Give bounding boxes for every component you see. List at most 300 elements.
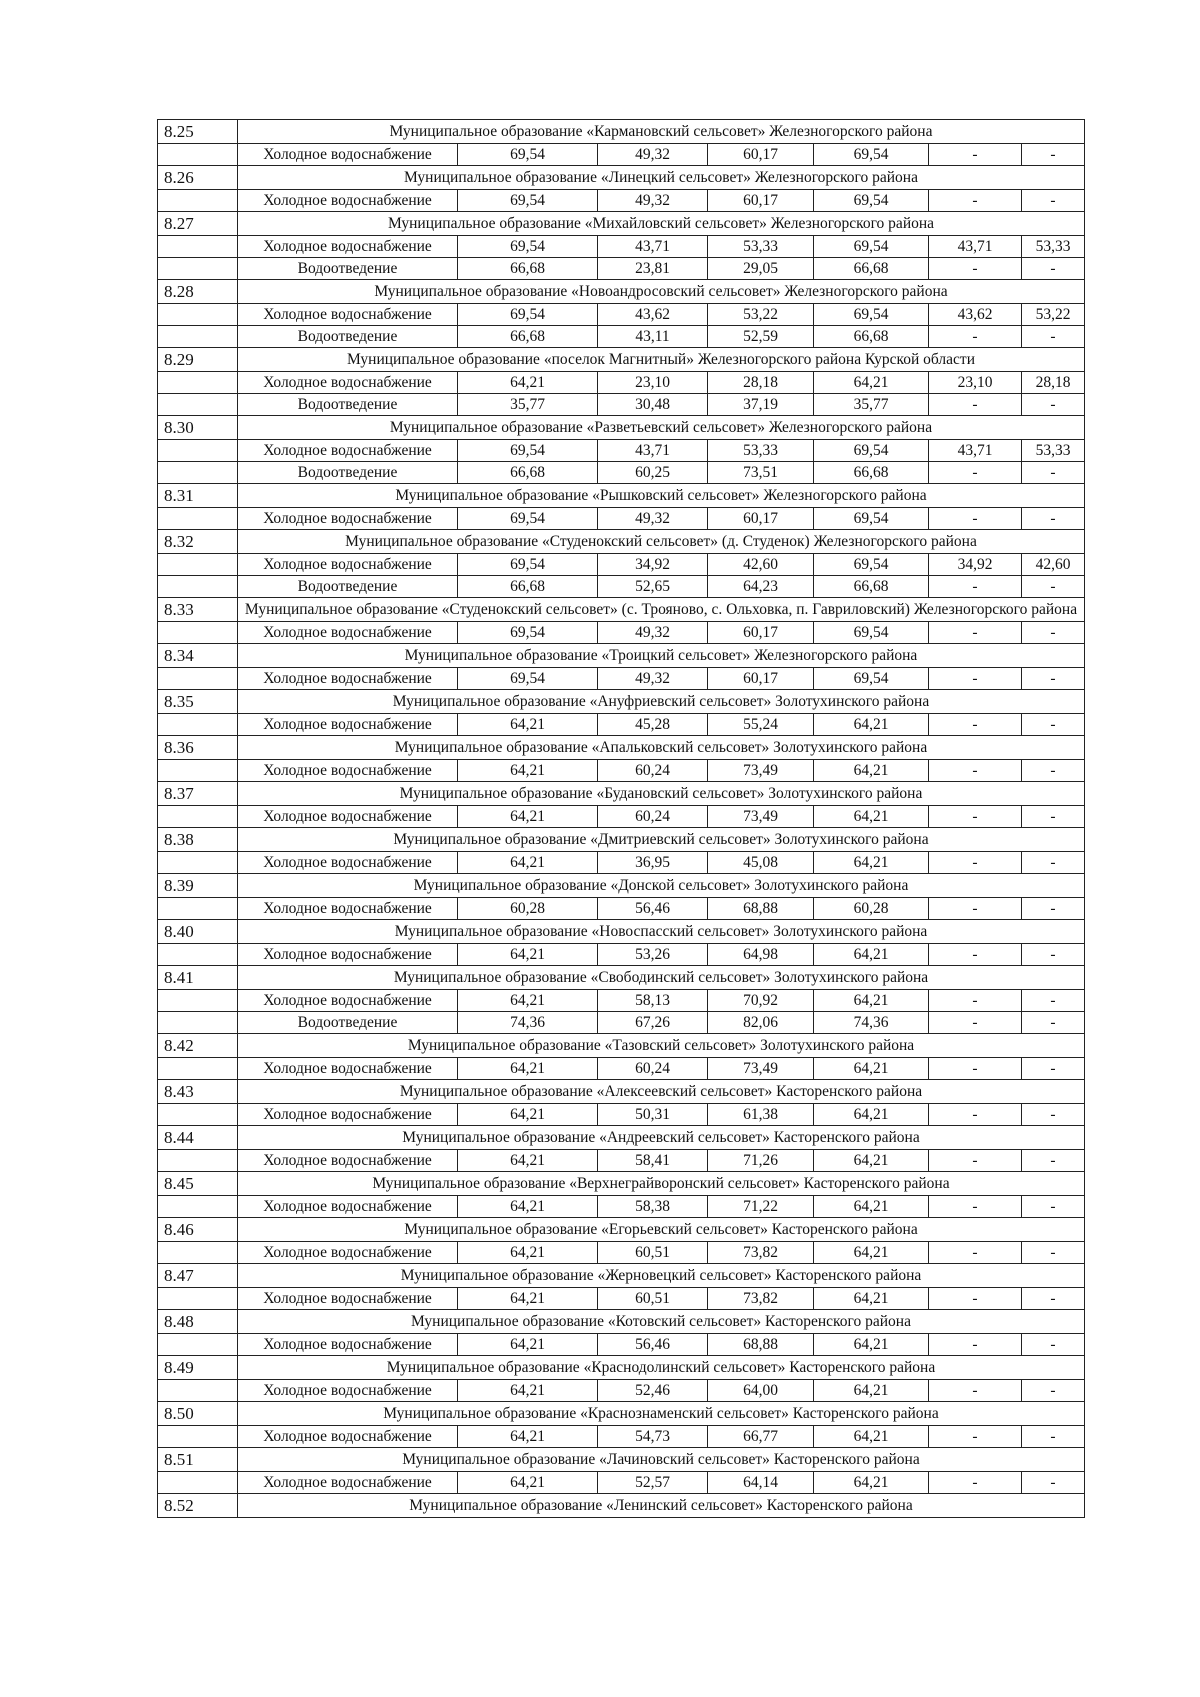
tariff-value: 64,98 (708, 944, 814, 966)
tariff-value: 60,25 (598, 462, 708, 484)
tariff-value: - (929, 1380, 1022, 1402)
region-header-row (158, 828, 1085, 852)
tariff-value: 66,68 (458, 462, 598, 484)
section-number: 8.37 (158, 782, 238, 806)
tariff-value: 52,59 (708, 326, 814, 348)
tariff-value: 37,19 (708, 394, 814, 416)
section-number: 8.45 (158, 1172, 238, 1196)
tariff-value: 45,28 (598, 714, 708, 736)
tariff-value: 56,46 (598, 1334, 708, 1356)
tariff-value: 66,68 (814, 462, 929, 484)
region-header-row (158, 348, 1085, 372)
region-header-row (158, 484, 1085, 508)
service-name: Холодное водоснабжение (238, 668, 458, 690)
section-number: 8.33 (158, 598, 238, 622)
tariff-value: 66,68 (814, 576, 929, 598)
empty-number-cell (158, 1242, 238, 1264)
tariff-value: 34,92 (929, 554, 1022, 576)
section-number: 8.28 (158, 280, 238, 304)
tariff-value: - (1022, 508, 1085, 530)
municipality-title: Муниципальное образование «Новоспасский сельсовет» Золотухинского района (238, 920, 1085, 944)
service-name: Водоотведение (238, 576, 458, 598)
service-name: Холодное водоснабжение (238, 1196, 458, 1218)
tariff-value: - (929, 1426, 1022, 1448)
tariff-value: 73,49 (708, 760, 814, 782)
tariff-row (158, 508, 1085, 530)
tariff-value: 60,24 (598, 760, 708, 782)
tariff-row (158, 1104, 1085, 1126)
region-header-row (158, 690, 1085, 714)
tariff-value: 64,21 (458, 990, 598, 1012)
service-name: Водоотведение (238, 326, 458, 348)
tariff-value: 43,71 (598, 236, 708, 258)
section-number: 8.36 (158, 736, 238, 760)
tariff-value: 64,21 (814, 1288, 929, 1310)
empty-number-cell (158, 898, 238, 920)
region-header-row (158, 782, 1085, 806)
tariff-value: - (929, 576, 1022, 598)
tariff-row (158, 1380, 1085, 1402)
tariff-value: - (1022, 1334, 1085, 1356)
section-number: 8.44 (158, 1126, 238, 1150)
tariff-value: - (1022, 258, 1085, 280)
service-name: Холодное водоснабжение (238, 622, 458, 644)
municipality-title: Муниципальное образование «Студенокский сельсовет» (с. Трояново, с. Ольховка, п. Гавриловский) Железногорского района (238, 598, 1085, 622)
tariff-value: 68,88 (708, 1334, 814, 1356)
tariff-value: - (929, 1242, 1022, 1264)
tariff-row (158, 236, 1085, 258)
tariff-value: - (929, 1012, 1022, 1034)
tariff-value: 64,21 (814, 806, 929, 828)
municipality-title: Муниципальное образование «Троицкий сельсовет» Железногорского района (238, 644, 1085, 668)
tariff-value: 60,51 (598, 1288, 708, 1310)
service-name: Водоотведение (238, 258, 458, 280)
tariff-value: 66,77 (708, 1426, 814, 1448)
tariff-value: 49,32 (598, 622, 708, 644)
tariff-value: 60,17 (708, 668, 814, 690)
tariff-value: 53,33 (708, 440, 814, 462)
tariff-value: - (929, 852, 1022, 874)
tariff-row (158, 622, 1085, 644)
empty-number-cell (158, 372, 238, 394)
tariff-value: - (929, 462, 1022, 484)
tariff-row (158, 1150, 1085, 1172)
service-name: Холодное водоснабжение (238, 760, 458, 782)
tariff-value: 64,14 (708, 1472, 814, 1494)
section-number: 8.27 (158, 212, 238, 236)
section-number: 8.46 (158, 1218, 238, 1242)
tariff-row (158, 372, 1085, 394)
tariff-value: 69,54 (458, 440, 598, 462)
region-header-row (158, 280, 1085, 304)
empty-number-cell (158, 304, 238, 326)
tariff-value: 60,17 (708, 508, 814, 530)
section-number: 8.38 (158, 828, 238, 852)
tariff-value: 52,57 (598, 1472, 708, 1494)
empty-number-cell (158, 576, 238, 598)
tariff-value: 64,21 (814, 1058, 929, 1080)
empty-number-cell (158, 714, 238, 736)
region-header-row (158, 1494, 1085, 1518)
tariff-value: 35,77 (458, 394, 598, 416)
service-name: Холодное водоснабжение (238, 1058, 458, 1080)
tariff-value: - (929, 1288, 1022, 1310)
tariff-value: - (929, 508, 1022, 530)
tariff-value: 58,13 (598, 990, 708, 1012)
municipality-title: Муниципальное образование «Будановский сельсовет» Золотухинского района (238, 782, 1085, 806)
tariff-value: 64,21 (814, 372, 929, 394)
tariff-value: - (1022, 190, 1085, 212)
empty-number-cell (158, 440, 238, 462)
tariff-value: - (929, 990, 1022, 1012)
tariff-value: 49,32 (598, 508, 708, 530)
tariff-value: 64,21 (458, 852, 598, 874)
tariff-row (158, 190, 1085, 212)
tariff-value: 53,22 (1022, 304, 1085, 326)
tariff-value: - (1022, 898, 1085, 920)
tariff-value: 61,38 (708, 1104, 814, 1126)
section-number: 8.43 (158, 1080, 238, 1104)
tariff-value: - (929, 1150, 1022, 1172)
tariff-value: 64,21 (814, 1426, 929, 1448)
service-name: Холодное водоснабжение (238, 852, 458, 874)
region-header-row (158, 1080, 1085, 1104)
tariff-row (158, 326, 1085, 348)
empty-number-cell (158, 760, 238, 782)
tariff-value: - (1022, 1242, 1085, 1264)
region-header-row (158, 736, 1085, 760)
section-number: 8.40 (158, 920, 238, 944)
service-name: Холодное водоснабжение (238, 1426, 458, 1448)
tariff-value: 69,54 (458, 236, 598, 258)
tariff-value: 42,60 (708, 554, 814, 576)
empty-number-cell (158, 1334, 238, 1356)
empty-number-cell (158, 622, 238, 644)
tariff-row (158, 990, 1085, 1012)
tariff-value: 73,49 (708, 806, 814, 828)
service-name: Холодное водоснабжение (238, 304, 458, 326)
service-name: Холодное водоснабжение (238, 898, 458, 920)
tariff-value: 69,54 (814, 144, 929, 166)
municipality-title: Муниципальное образование «Тазовский сельсовет» Золотухинского района (238, 1034, 1085, 1058)
tariff-value: 74,36 (458, 1012, 598, 1034)
empty-number-cell (158, 258, 238, 280)
tariff-row (158, 1426, 1085, 1448)
tariff-value: 43,11 (598, 326, 708, 348)
tariff-value: 43,71 (598, 440, 708, 462)
tariff-value: 69,54 (458, 144, 598, 166)
region-header-row (158, 1448, 1085, 1472)
empty-number-cell (158, 1104, 238, 1126)
tariff-value: - (929, 1104, 1022, 1126)
region-header-row (158, 874, 1085, 898)
tariff-value: 64,21 (458, 1380, 598, 1402)
tariff-value: 66,68 (814, 258, 929, 280)
section-number: 8.42 (158, 1034, 238, 1058)
tariff-value: 64,21 (458, 714, 598, 736)
tariff-value: 64,21 (458, 760, 598, 782)
tariff-value: - (929, 1334, 1022, 1356)
service-name: Водоотведение (238, 1012, 458, 1034)
tariff-value: - (1022, 1058, 1085, 1080)
tariff-value: 64,21 (814, 1380, 929, 1402)
tariff-value: - (929, 898, 1022, 920)
municipality-title: Муниципальное образование «Котовский сельсовет» Касторенского района (238, 1310, 1085, 1334)
empty-number-cell (158, 144, 238, 166)
tariff-value: 64,21 (458, 1334, 598, 1356)
tariff-value: 50,31 (598, 1104, 708, 1126)
section-number: 8.34 (158, 644, 238, 668)
empty-number-cell (158, 990, 238, 1012)
tariff-value: 43,71 (929, 440, 1022, 462)
region-header-row (158, 212, 1085, 236)
tariff-value: 52,46 (598, 1380, 708, 1402)
region-header-row (158, 1218, 1085, 1242)
service-name: Водоотведение (238, 462, 458, 484)
municipality-title: Муниципальное образование «Новоандросовский сельсовет» Железногорского района (238, 280, 1085, 304)
tariff-value: 28,18 (708, 372, 814, 394)
tariff-value: 64,21 (814, 1472, 929, 1494)
empty-number-cell (158, 508, 238, 530)
municipality-title: Муниципальное образование «Алексеевский сельсовет» Касторенского района (238, 1080, 1085, 1104)
service-name: Холодное водоснабжение (238, 990, 458, 1012)
tariff-value: 64,21 (814, 1334, 929, 1356)
empty-number-cell (158, 554, 238, 576)
tariff-row (158, 1472, 1085, 1494)
tariff-value: - (1022, 622, 1085, 644)
tariff-value: 71,26 (708, 1150, 814, 1172)
municipality-title: Муниципальное образование «Краснодолинский сельсовет» Касторенского района (238, 1356, 1085, 1380)
tariff-value: 64,21 (458, 1196, 598, 1218)
tariff-value: 69,54 (814, 440, 929, 462)
tariff-row (158, 1288, 1085, 1310)
municipality-title: Муниципальное образование «Михайловский сельсовет» Железногорского района (238, 212, 1085, 236)
tariff-row (158, 554, 1085, 576)
tariff-value: 53,33 (708, 236, 814, 258)
tariff-value: 34,92 (598, 554, 708, 576)
tariff-value: - (1022, 944, 1085, 966)
municipality-title: Муниципальное образование «Разветьевский сельсовет» Железногорского района (238, 416, 1085, 440)
tariff-value: - (929, 144, 1022, 166)
section-number: 8.30 (158, 416, 238, 440)
tariff-value: 60,51 (598, 1242, 708, 1264)
service-name: Холодное водоснабжение (238, 714, 458, 736)
tariff-value: 49,32 (598, 190, 708, 212)
empty-number-cell (158, 1196, 238, 1218)
tariff-value: 36,95 (598, 852, 708, 874)
tariff-value: 69,54 (458, 668, 598, 690)
tariff-value: - (1022, 1288, 1085, 1310)
tariff-value: 74,36 (814, 1012, 929, 1034)
municipality-title: Муниципальное образование «Студенокский сельсовет» (д. Студенок) Железногорского района (238, 530, 1085, 554)
region-header-row (158, 1126, 1085, 1150)
tariff-value: 28,18 (1022, 372, 1085, 394)
tariff-value: 64,00 (708, 1380, 814, 1402)
tariff-value: 82,06 (708, 1012, 814, 1034)
section-number: 8.50 (158, 1402, 238, 1426)
tariff-value: 71,22 (708, 1196, 814, 1218)
region-header-row (158, 966, 1085, 990)
municipality-title: Муниципальное образование «Андреевский сельсовет» Касторенского района (238, 1126, 1085, 1150)
tariff-value: 58,38 (598, 1196, 708, 1218)
tariff-value: 23,81 (598, 258, 708, 280)
tariff-value: 69,54 (458, 508, 598, 530)
tariff-value: 64,21 (814, 760, 929, 782)
empty-number-cell (158, 1426, 238, 1448)
tariff-value: 55,24 (708, 714, 814, 736)
tariff-value: 49,32 (598, 144, 708, 166)
tariff-row (158, 1058, 1085, 1080)
tariff-value: - (1022, 326, 1085, 348)
tariff-value: 29,05 (708, 258, 814, 280)
tariff-value: 64,21 (814, 1150, 929, 1172)
tariff-value: 67,26 (598, 1012, 708, 1034)
tariff-row (158, 258, 1085, 280)
tariff-value: - (1022, 1150, 1085, 1172)
tariff-value: 69,54 (814, 622, 929, 644)
empty-number-cell (158, 1058, 238, 1080)
tariff-value: 73,51 (708, 462, 814, 484)
tariff-value: 42,60 (1022, 554, 1085, 576)
tariff-value: - (929, 394, 1022, 416)
region-header-row (158, 920, 1085, 944)
empty-number-cell (158, 190, 238, 212)
tariff-value: 70,92 (708, 990, 814, 1012)
tariff-value: - (1022, 1196, 1085, 1218)
empty-number-cell (158, 806, 238, 828)
tariff-value: 64,21 (458, 1242, 598, 1264)
tariff-value: 69,54 (458, 190, 598, 212)
tariff-value: - (929, 258, 1022, 280)
service-name: Водоотведение (238, 394, 458, 416)
tariff-value: 43,62 (929, 304, 1022, 326)
service-name: Холодное водоснабжение (238, 554, 458, 576)
tariff-value: 64,21 (458, 1150, 598, 1172)
tariff-value: 64,23 (708, 576, 814, 598)
tariff-value: 58,41 (598, 1150, 708, 1172)
tariff-value: - (1022, 806, 1085, 828)
tariff-row (158, 576, 1085, 598)
section-number: 8.35 (158, 690, 238, 714)
tariff-value: 64,21 (458, 1058, 598, 1080)
tariff-value: - (929, 944, 1022, 966)
service-name: Холодное водоснабжение (238, 1104, 458, 1126)
tariff-value: 64,21 (458, 806, 598, 828)
municipality-title: Муниципальное образование «Рышковский сельсовет» Железногорского района (238, 484, 1085, 508)
region-header-row (158, 120, 1085, 144)
tariff-row (158, 462, 1085, 484)
service-name: Холодное водоснабжение (238, 144, 458, 166)
service-name: Холодное водоснабжение (238, 1242, 458, 1264)
municipality-title: Муниципальное образование «Жерновецкий сельсовет» Касторенского района (238, 1264, 1085, 1288)
empty-number-cell (158, 944, 238, 966)
tariff-row (158, 440, 1085, 462)
tariff-value: 64,21 (458, 944, 598, 966)
service-name: Холодное водоснабжение (238, 944, 458, 966)
section-number: 8.47 (158, 1264, 238, 1288)
tariff-value: 64,21 (458, 1288, 598, 1310)
empty-number-cell (158, 236, 238, 258)
tariff-value: 69,54 (458, 622, 598, 644)
municipality-title: Муниципальное образование «Ленинский сельсовет» Касторенского района (238, 1494, 1085, 1518)
section-number: 8.52 (158, 1494, 238, 1518)
tariff-value: 64,21 (458, 1104, 598, 1126)
tariff-value: - (929, 1196, 1022, 1218)
tariff-row (158, 668, 1085, 690)
region-header-row (158, 1264, 1085, 1288)
region-header-row (158, 1310, 1085, 1334)
tariff-value: 69,54 (814, 190, 929, 212)
tariff-value: 69,54 (458, 554, 598, 576)
tariff-value: - (929, 326, 1022, 348)
tariff-value: - (1022, 462, 1085, 484)
region-header-row (158, 644, 1085, 668)
empty-number-cell (158, 1472, 238, 1494)
tariff-value: 69,54 (814, 508, 929, 530)
service-name: Холодное водоснабжение (238, 1288, 458, 1310)
section-number: 8.25 (158, 120, 238, 144)
tariff-row (158, 760, 1085, 782)
section-number: 8.39 (158, 874, 238, 898)
tariff-value: 53,22 (708, 304, 814, 326)
tariff-table (157, 119, 1085, 1518)
region-header-row (158, 416, 1085, 440)
tariff-value: - (1022, 990, 1085, 1012)
tariff-value: 64,21 (814, 714, 929, 736)
tariff-value: - (929, 760, 1022, 782)
service-name: Холодное водоснабжение (238, 1150, 458, 1172)
tariff-row (158, 304, 1085, 326)
municipality-title: Муниципальное образование «Кармановский сельсовет» Железногорского района (238, 120, 1085, 144)
municipality-title: Муниципальное образование «Апальковский сельсовет» Золотухинского района (238, 736, 1085, 760)
tariff-value: - (1022, 668, 1085, 690)
tariff-value: - (1022, 852, 1085, 874)
tariff-value: 64,21 (814, 1196, 929, 1218)
empty-number-cell (158, 668, 238, 690)
tariff-value: 64,21 (458, 372, 598, 394)
municipality-title: Муниципальное образование «Линецкий сельсовет» Железногорского района (238, 166, 1085, 190)
tariff-value: 64,21 (458, 1426, 598, 1448)
tariff-value: 69,54 (814, 668, 929, 690)
service-name: Холодное водоснабжение (238, 440, 458, 462)
tariff-value: 54,73 (598, 1426, 708, 1448)
municipality-title: Муниципальное образование «Верхнеграйворонский сельсовет» Касторенского района (238, 1172, 1085, 1196)
tariff-value: 69,54 (458, 304, 598, 326)
tariff-value: - (929, 1058, 1022, 1080)
tariff-value: - (929, 190, 1022, 212)
tariff-value: 35,77 (814, 394, 929, 416)
empty-number-cell (158, 1150, 238, 1172)
section-number: 8.41 (158, 966, 238, 990)
table-body (158, 120, 1085, 1518)
service-name: Холодное водоснабжение (238, 372, 458, 394)
tariff-row (158, 144, 1085, 166)
region-header-row (158, 530, 1085, 554)
service-name: Холодное водоснабжение (238, 1472, 458, 1494)
municipality-title: Муниципальное образование «Донской сельсовет» Золотухинского района (238, 874, 1085, 898)
section-number: 8.29 (158, 348, 238, 372)
tariff-value: 53,26 (598, 944, 708, 966)
tariff-value: 64,21 (814, 1242, 929, 1264)
tariff-value: - (1022, 1012, 1085, 1034)
region-header-row (158, 1034, 1085, 1058)
tariff-value: 60,17 (708, 190, 814, 212)
tariff-row (158, 944, 1085, 966)
section-number: 8.49 (158, 1356, 238, 1380)
tariff-value: 23,10 (929, 372, 1022, 394)
tariff-value: 60,24 (598, 1058, 708, 1080)
municipality-title: Муниципальное образование «Дмитриевский сельсовет» Золотухинского района (238, 828, 1085, 852)
